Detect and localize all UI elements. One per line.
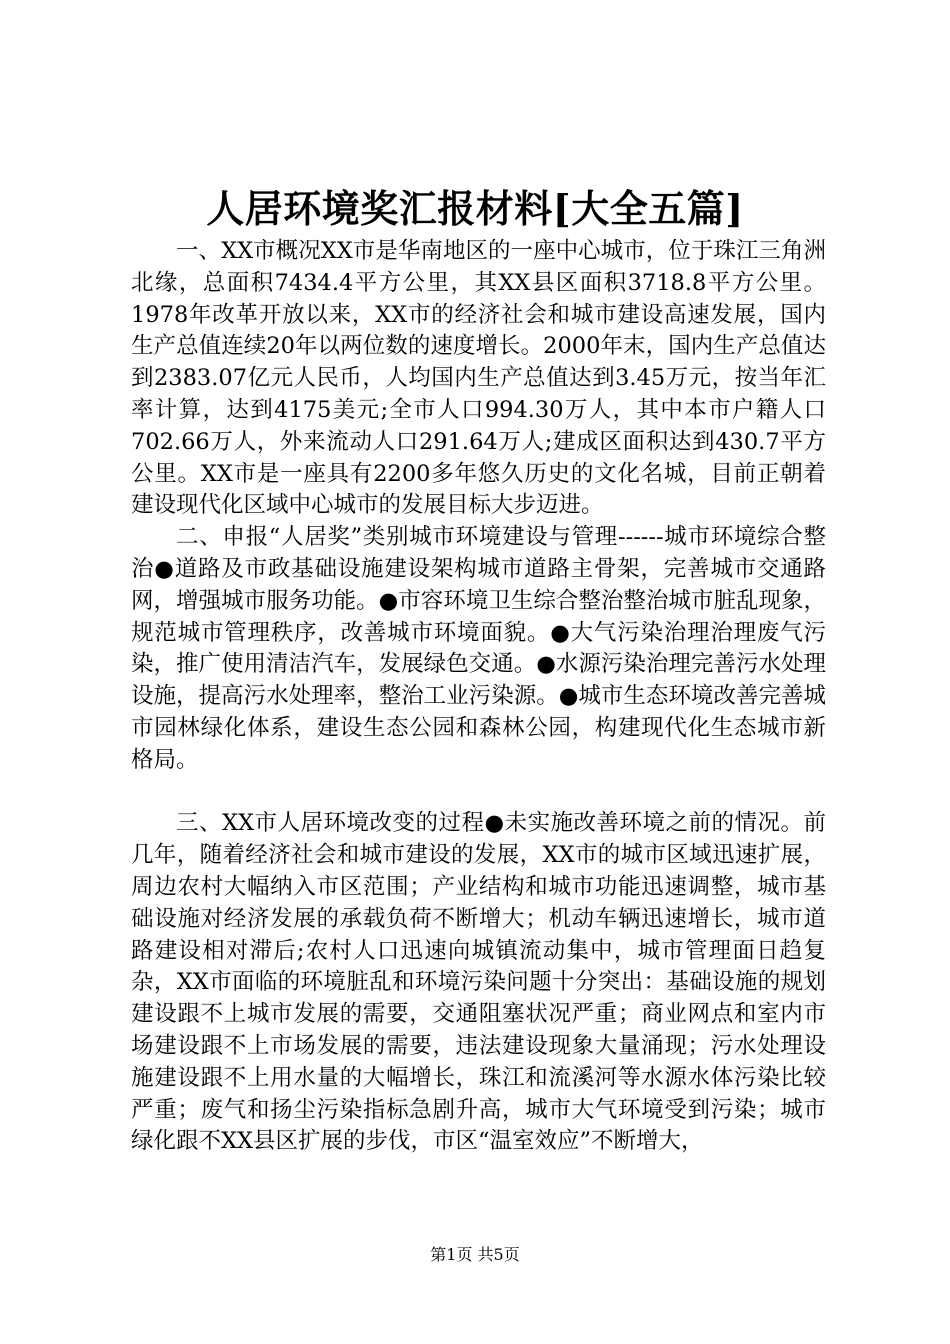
document-title: 人居环境奖汇报材料[大全五篇]: [206, 186, 744, 231]
paragraph-overview: 一、XX市概况XX市是华南地区的一座中心城市，位于珠江三角洲北缘，总面积7434.4平方公里，其XX县区面积3718.8平方公里。1978年改革开放以来，XX市的经济社会和城市建设高速发展，国内生产总值连续20年以两位数的速度增长。2000年末，国内生产总值达到2383.07亿元人民币，人均国内生产总值达到3.45万元，按当年汇率计算，达到4175美元;全市人口994.30万人，其中本市户籍人口702.66万人，外来流动人口291.64万人;建成区面积达到430.7平方公里。XX市是一座具有2200多年悠久历史的文化名城，目前正朝着建设现代化区域中心城市的发展目标大步迈进。: [131, 238, 826, 519]
document-body: [131, 236, 826, 1158]
page-footer: 第1页 共5页: [430, 1245, 520, 1264]
paragraph-environment-change: 三、XX市人居环境改变的过程●未实施改善环境之前的情况。前几年，随着经济社会和城市建设的发展，XX市的城市区域迅速扩展，周边农村大幅纳入市区范围；产业结构和城市功能迅速调整，城市基础设施对经济发展的承载负荷不断增大；机动车辆迅速增长，城市道路建设相对滞后;农村人口迅速向城镇流动集中，城市管理面日趋复杂，XX市面临的环境脏乱和环境污染问题十分突出：基础设施的规划建设跟不上城市发展的需要，交通阻塞状况严重；商业网点和室内市场建设跟不上市场发展的需要，违法建设现象大量涌现；污水处理设施建设跟不上用水量的大幅增长，珠江和流溪河等水源水体污染比较严重；废气和扬尘污染指标急剧升高，城市大气环境受到污染；城市绿化跟不XX县区扩展的步伐，市区“温室效应”不断增大，: [131, 810, 826, 1155]
paragraph-award-category: 二、申报“人居奖”类别城市环境建设与管理------城市环境综合整治●道路及市政基础设施建设架构城市道路主骨架，完善城市交通路网，增强城市服务功能。●市容环境卫生综合整治整治城市脏乱现象，规范城市管理秩序，改善城市环境面貌。●大气污染治理治理废气污染，推广使用清洁汽车，发展绿色交通。●水源污染治理完善污水处理设施，提高污水处理率，整治工业污染源。●城市生态环境改善完善城市园林绿化体系，建设生态公园和森林公园，构建现代化生态城市新格局。: [131, 524, 826, 773]
